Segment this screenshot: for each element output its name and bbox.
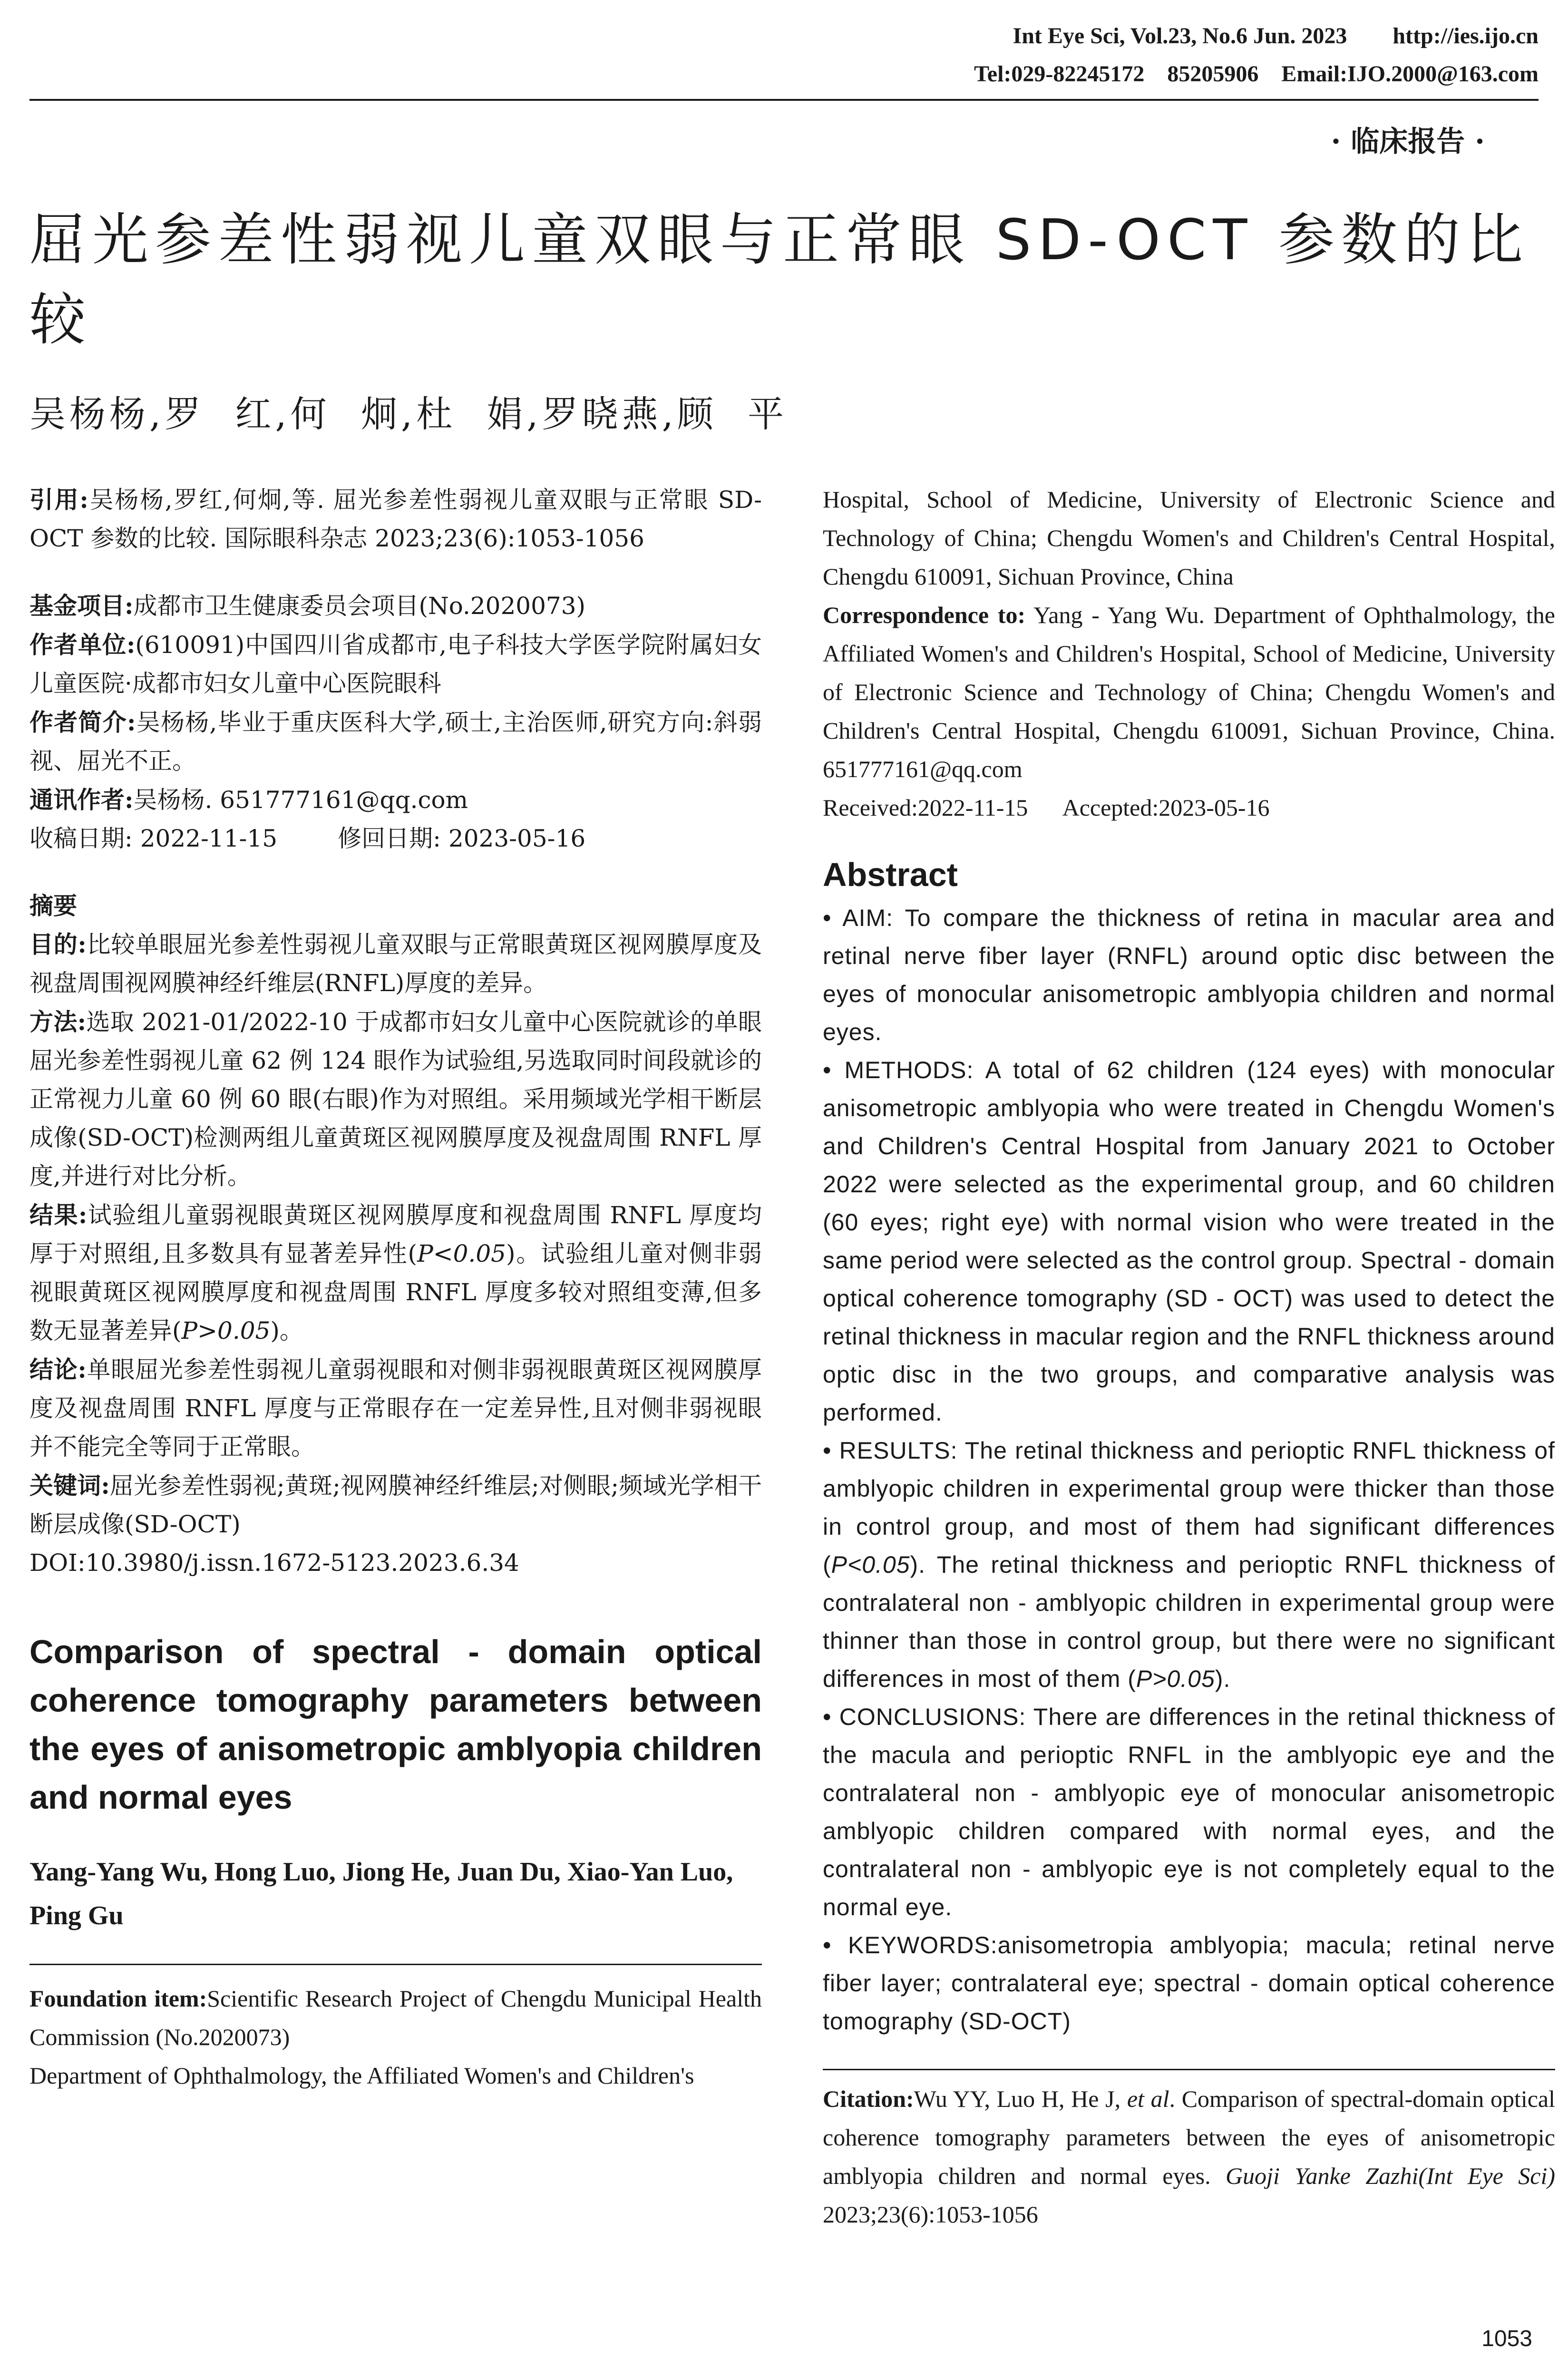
aim-cn: [29, 925, 762, 1003]
citation-en-etal: et al: [1127, 2085, 1169, 2112]
results-cn: [29, 1196, 762, 1350]
citation-en-b: . Comparison of spectral-domain optical coherence tomography parameters between the eyes of anisometropic amblyopia children and normal eyes.: [823, 2085, 1555, 2189]
corr-cn: [29, 780, 762, 819]
citation-en-journal: Guoji Yanke Zazhi(Int Eye Sci): [1225, 2163, 1555, 2189]
results-en-label: • RESULTS:: [823, 1437, 958, 1464]
methods-text: 选取 2021-01/2022-10 于成都市妇女儿童中心医院就诊的单眼屈光参差性弱视儿童 62 例 124 眼作为试验组,另选取同时间段就诊的正常视力儿童 60 例 60 眼(右眼)作为对照组。采用频域光学相干断层成像(SD-OCT)检测两组儿童黄斑区视网膜厚度及视盘周围 RNFL 厚度,并进行对比分析。: [29, 1008, 762, 1190]
received-en: Received:2022-11-15 Accepted:2023-05-16: [823, 794, 1270, 821]
aim-en-label: • AIM:: [823, 905, 894, 931]
fund-label: 基金项目:: [29, 592, 134, 620]
foundation-text: Scientific Research Project of Chengdu Municipal Health Commission (No.2020073): [29, 1985, 762, 2050]
methods-label: 方法:: [29, 1008, 87, 1036]
correspondence-label: Correspondence to:: [823, 602, 1026, 628]
keywords-en-label: • KEYWORDS:: [823, 1932, 998, 1958]
journal-header-line2: Tel:029-82245172 85205906 Email:IJO.2000@163.com: [974, 61, 1539, 87]
concl-text: 单眼屈光参差性弱视儿童弱视眼和对侧非弱视眼黄斑区视网膜厚度及视盘周围 RNFL 厚度与正常眼存在一定差异性,且对侧非弱视眼并不能完全等同于正常眼。: [29, 1356, 762, 1461]
keywords-cn: [29, 1466, 762, 1544]
aim-en: [823, 899, 1555, 1051]
department-start: Department of Ophthalmology, the Affiliated Women's and Children's: [29, 2062, 694, 2089]
received-cn: 收稿日期: 2022-11-15 修回日期: 2023-05-16: [29, 825, 586, 852]
english-title: Comparison of spectral - domain optical coherence tomography parameters between the eyes of anisometropic amblyopia children and normal eyes: [29, 1633, 762, 1816]
citation-en-a: Wu YY, Luo H, He J,: [914, 2085, 1127, 2112]
methods-en-label: • METHODS:: [823, 1057, 974, 1083]
aim-label: 目的:: [29, 930, 87, 958]
department-cont: Hospital, School of Medicine, University of Electronic Science and Technology of China; Chengdu Women's and Children's Central Hospital, Chengdu 610091, Sichuan Province, China: [823, 486, 1555, 590]
concl-label: 结论:: [29, 1355, 87, 1383]
left-column: [29, 480, 762, 2095]
results-en-p2: P>0.05: [1136, 1666, 1215, 1692]
page-number: 1053: [1481, 2326, 1532, 2351]
results-text-b: )。试验组儿童对侧非弱视眼黄斑区视网膜厚度和视盘周围 RNFL 厚度多较对照组变薄,但多数无显著差异(: [29, 1240, 762, 1344]
keywords-label: 关键词:: [29, 1471, 110, 1500]
authors-cn: 吴杨杨,罗 红,何 炯,杜 娟,罗晓燕,顾 平: [29, 393, 788, 435]
concl-cn: [29, 1350, 762, 1466]
article-title: 屈光参差性弱视儿童双眼与正常眼 SD-OCT 参数的比较: [29, 207, 1529, 352]
unit-text: (610091)中国四川省成都市,电子科技大学医学院附属妇女儿童医院·成都市妇女儿童中心医院眼科: [29, 631, 762, 697]
conclusions-en-text: There are differences in the retinal thickness of the macula and perioptic RNFL in the amblyopic eye and the contralateral non - amblyopic eye of monocular anisometropic amblyopic children compared with normal eyes, and the contralateral non - amblyopic eye is not completely equal to the normal eye.: [823, 1704, 1556, 1920]
results-p2: P>0.05: [181, 1317, 271, 1344]
fund-cn: [29, 586, 762, 625]
citation-label: 引用:: [29, 486, 88, 514]
methods-cn: [29, 1003, 762, 1196]
conclusions-en-label: • CONCLUSIONS:: [823, 1704, 1026, 1730]
results-label: 结果:: [29, 1201, 88, 1229]
bio-label: 作者简介:: [29, 708, 136, 736]
journal-header-line1: Int Eye Sci, Vol.23, No.6 Jun. 2023 http://ies.ijo.cn: [1013, 23, 1539, 49]
citation-en: [823, 2080, 1555, 2234]
section-label: · 临床报告 ·: [1331, 125, 1485, 158]
conclusions-en: [823, 1698, 1555, 1926]
corr-text: 吴杨杨. 651777161@qq.com: [133, 786, 468, 814]
results-text-a: 试验组儿童弱视眼黄斑区视网膜厚度和视盘周围 RNFL 厚度均厚于对照组,且多数具有显著差异性(: [29, 1201, 762, 1267]
results-en-text-a: The retinal thickness and perioptic RNFL thickness of amblyopic children in experimental group were thicker than those in control group, and most of them had significant differences (: [823, 1437, 1555, 1578]
citation-cn: [29, 480, 762, 558]
abstract-title: Abstract: [823, 856, 958, 893]
keywords-text: 屈光参差性弱视;黄斑;视网膜神经纤维层;对侧眼;频域光学相干断层成像(SD-OCT): [29, 1472, 762, 1538]
aim-en-text: To compare the thickness of retina in macular area and retinal nerve fiber layer (RNFL) around optic disc between the eyes of monocular anisometropic amblyopia children and normal eyes.: [823, 905, 1555, 1045]
keywords-en-text: anisometropia amblyopia; macula; retinal nerve fiber layer; contralateral eye; spectral - domain optical coherence tomography (SD-OCT): [823, 1932, 1555, 2035]
results-en-text-c: ).: [1215, 1666, 1231, 1692]
unit-label: 作者单位:: [29, 631, 136, 659]
unit-cn: [29, 625, 762, 703]
doi: DOI:10.3980/j.issn.1672-5123.2023.6.34: [29, 1549, 519, 1577]
results-en-p1: P<0.05: [831, 1551, 910, 1578]
corr-label: 通讯作者:: [29, 786, 134, 814]
fund-text: 成都市卫生健康委员会项目(No.2020073): [133, 592, 586, 620]
right-column: [823, 480, 1555, 2234]
methods-en-text: A total of 62 children (124 eyes) with monocular anisometropic amblyopia who were treated in Chengdu Women's and Children's Central Hospital from January 2021 to October 2022 were selected as the experimental group, and 60 children (60 eyes; right eye) with normal vision who were treated in the same period were selected as the control group. Spectral - domain optical coherence tomography (SD - OCT) was used to detect the retinal thickness in macular region and the RNFL thickness around optic disc in the two groups, and comparative analysis was performed.: [823, 1057, 1555, 1426]
citation-en-label: Citation:: [823, 2085, 914, 2112]
results-en-text-b: ). The retinal thickness and perioptic RNFL thickness of contralateral non - amblyopic children in experimental group were thinner than those in control group, but there were no significant differences in most of them (: [823, 1551, 1555, 1692]
keywords-en: [823, 1926, 1555, 2040]
aim-text: 比较单眼屈光参差性弱视儿童双眼与正常眼黄斑区视网膜厚度及视盘周围视网膜神经纤维层(RNFL)厚度的差异。: [29, 931, 762, 997]
foundation-label: Foundation item:: [29, 1985, 207, 2012]
citation-text: 吴杨杨,罗红,何炯,等. 屈光参差性弱视儿童双眼与正常眼 SD-OCT 参数的比较. 国际眼科杂志 2023;23(6):1053-1056: [29, 486, 762, 552]
header-rule: [29, 99, 1539, 101]
methods-en: [823, 1051, 1555, 1432]
results-p1: P<0.05: [417, 1240, 506, 1267]
english-authors: Yang-Yang Wu, Hong Luo, Jiong He, Juan Du, Xiao-Yan Luo, Ping Gu: [29, 1857, 733, 1930]
citation-en-c: 2023;23(6):1053-1056: [823, 2201, 1038, 2228]
correspondence-en: [823, 596, 1555, 789]
results-text-c: )。: [270, 1317, 303, 1344]
abstract-heading-cn: 摘要: [29, 892, 77, 920]
correspondence-text: Yang - Yang Wu. Department of Ophthalmology, the Affiliated Women's and Children's Hospital, School of Medicine, University of Electronic Science and Technology of China; Chengdu Women's and Children's Central Hospital, Chengdu 610091, Sichuan Province, China. 651777161@qq.com: [823, 602, 1555, 782]
results-en: [823, 1432, 1555, 1698]
foundation-item: [29, 1979, 762, 2056]
bio-cn: [29, 703, 762, 780]
bio-text: 吴杨杨,毕业于重庆医科大学,硕士,主治医师,研究方向:斜弱视、屈光不正。: [29, 709, 762, 775]
